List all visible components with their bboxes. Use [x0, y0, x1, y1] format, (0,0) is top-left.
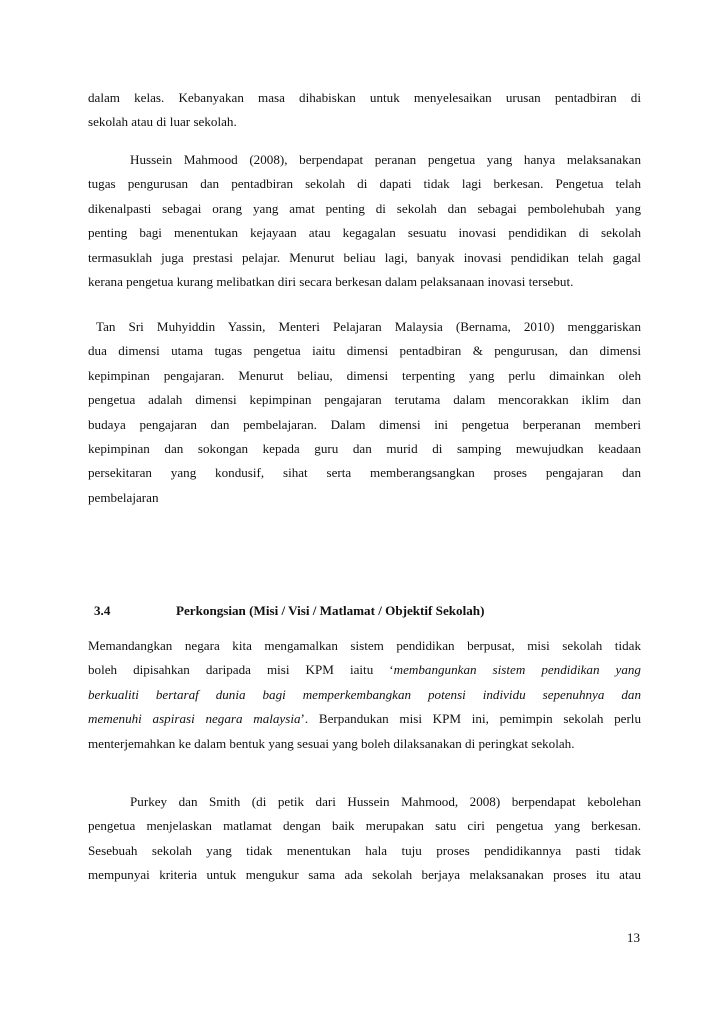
text-line: kerana pengetua kurang melibatkan diri secara berkesan dalam pelaksanaan inovasi tersebut.: [88, 273, 574, 289]
text-line: mempunyai kriteria untuk mengukur sama ada sekolah berjaya melaksanakan proses itu atau: [88, 867, 641, 883]
text-line: persekitaran yang kondusif, sihat serta memberangsangkan proses pengajaran dan: [88, 465, 641, 481]
paragraph-2: [88, 148, 641, 294]
text-line: dalam kelas. Kebanyakan masa dihabiskan untuk menyelesaikan urusan pentadbiran di: [88, 90, 641, 105]
text-line: sekolah atau di luar sekolah.: [88, 114, 237, 130]
text-line: tugas pengurusan dan pentadbiran sekolah di dapati tidak lagi berkesan. Pengetua telah: [88, 176, 641, 192]
section-title: Perkongsian (Misi / Visi / Matlamat / Objektif Sekolah): [176, 603, 485, 618]
text-line: dikenalpasti sebagai orang yang amat penting di sekolah dan sebagai pembolehubah yang: [88, 200, 641, 216]
text-line: Tan Sri Muhyiddin Yassin, Menteri Pelajaran Malaysia (Bernama, 2010) menggariskan: [96, 319, 641, 334]
italic-text-segment: memenuhi aspirasi negara malaysia: [88, 711, 301, 727]
text-line: budaya pengajaran dan pembelajaran. Dalam dimensi ini pengetua berperanan memberi: [88, 416, 641, 432]
text-line: Memandangkan negara kita mengamalkan sistem pendidikan berpusat, misi sekolah tidak: [88, 638, 641, 653]
text-line: [88, 658, 641, 682]
paragraph-4: [88, 634, 641, 756]
text-line: kepimpinan dan sokongan kepada guru dan murid di samping mewujudkan keadaan: [88, 440, 641, 456]
text-line: dua dimensi utama tugas pengetua iaitu dimensi pentadbiran & pengurusan, dan dimensi: [88, 343, 641, 359]
text-line: Sesebuah sekolah yang tidak menentukan hala tuju proses pendidikannya pasti tidak: [88, 842, 641, 858]
text-line: pembelajaran: [88, 489, 159, 505]
section-number: 3.4: [94, 603, 111, 618]
text-line: kepimpinan pengajaran. Menurut beliau, dimensi terpenting yang perlu dimainkan oleh: [88, 367, 641, 383]
text-segment: ’. Berpandukan misi KPM ini, pemimpin sekolah perlu: [300, 711, 641, 727]
page-number: 13: [626, 930, 640, 945]
text-line: Purkey dan Smith (di petik dari Hussein Mahmood, 2008) berpendapat kebolehan: [130, 794, 641, 809]
text-line: Hussein Mahmood (2008), berpendapat peranan pengetua yang hanya melaksanakan: [130, 152, 641, 167]
text-line: [88, 707, 641, 731]
text-line: penting bagi menentukan kejayaan atau kegagalan sesuatu inovasi pendidikan di sekolah: [88, 225, 641, 241]
section-heading: [94, 598, 634, 624]
text-line: pengetua menjelaskan matlamat dengan baik merupakan satu ciri pengetua yang berkesan.: [88, 818, 641, 834]
text-line: termasuklah juga prestasi pelajar. Menurut beliau lagi, banyak inovasi pendidikan telah gagal: [88, 249, 641, 265]
text-segment: boleh dipisahkan daripada misi KPM iaitu ‘: [88, 662, 394, 678]
paragraph-3: [88, 315, 641, 510]
paragraph-5: [88, 790, 641, 888]
paragraph-1: [88, 86, 641, 135]
italic-text-line: berkualiti bertaraf dunia bagi memperkembangkan potensi individu sepenuhnya dan: [88, 686, 641, 702]
text-line: menterjemahkan ke dalam bentuk yang sesuai yang boleh dilaksanakan di peringkat sekolah.: [88, 735, 575, 751]
italic-text-segment: membangunkan sistem pendidikan yang: [393, 662, 641, 678]
text-line: pengetua adalah dimensi kepimpinan pengajaran terutama dalam mencorakkan iklim dan: [88, 392, 641, 408]
